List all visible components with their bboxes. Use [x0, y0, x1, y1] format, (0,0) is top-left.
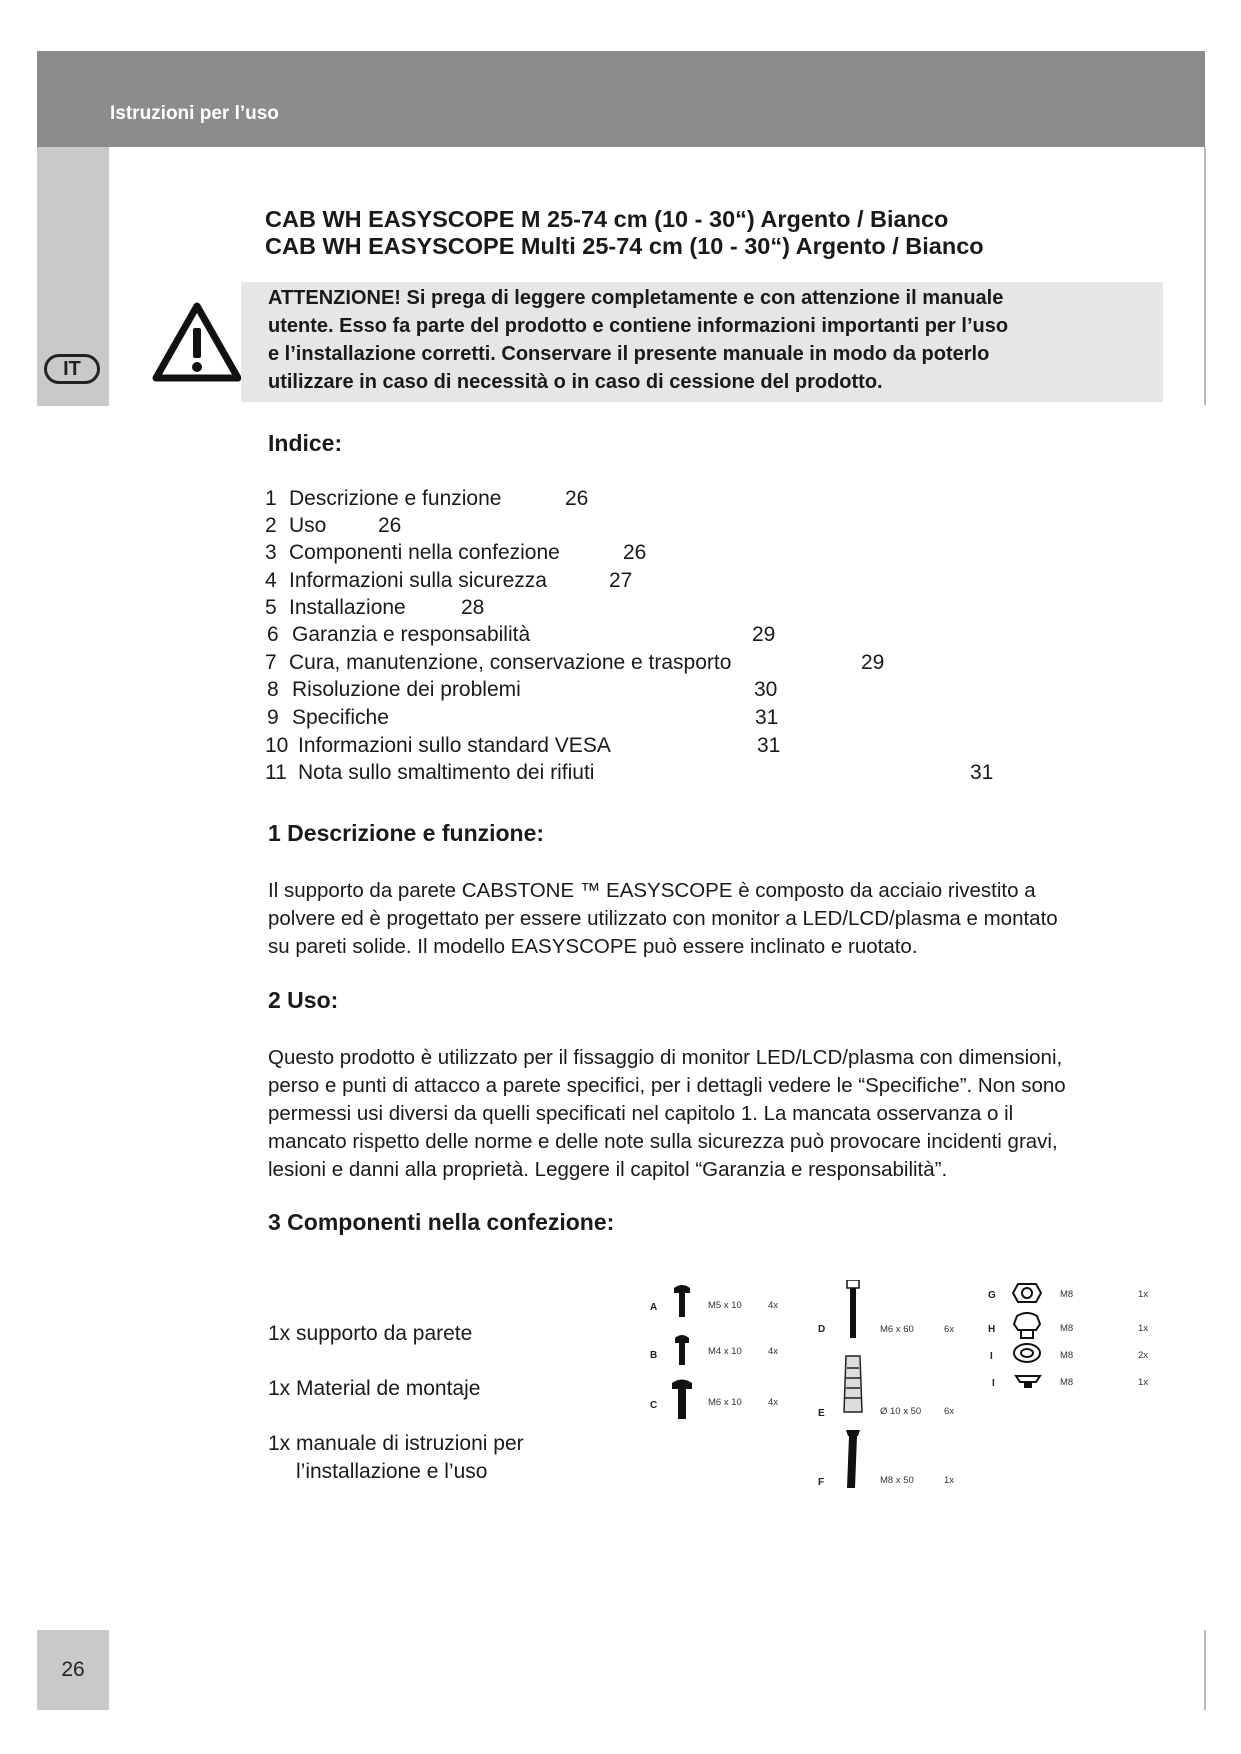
- cap-nut-icon: [1012, 1312, 1042, 1340]
- paragraph-line: Questo prodotto è utilizzato per il fissaggio di monitor LED/LCD/plasma con dimensioni,: [268, 1046, 1063, 1069]
- part-id: H: [988, 1324, 996, 1335]
- part-spec: M8: [1060, 1323, 1074, 1334]
- part-spec: M6 x 60: [880, 1324, 914, 1335]
- hardware-parts-diagram: [640, 1280, 1180, 1520]
- part-spec: M6 x 10: [708, 1397, 742, 1408]
- part-spec: M5 x 10: [708, 1300, 742, 1311]
- part-qty: 1x: [1138, 1289, 1149, 1300]
- toc-label: Risoluzione dei problemi: [292, 678, 521, 701]
- section-2-text: [268, 1044, 1148, 1184]
- header-bar: [37, 51, 1205, 147]
- toc-label: Componenti nella confezione: [289, 541, 560, 564]
- part-id: F: [818, 1477, 825, 1488]
- component-item: 1x manuale di istruzioni per: [268, 1432, 524, 1455]
- part-qty: 6x: [944, 1406, 955, 1417]
- warning-triangle-icon: [150, 300, 244, 384]
- product-title-line: CAB WH EASYSCOPE Multi 25-74 cm (10 - 30“) Argento / Bianco: [265, 233, 984, 259]
- toc-page: 28: [461, 596, 485, 619]
- part-spec: Ø 10 x 50: [880, 1406, 922, 1417]
- washer-icon: [1012, 1342, 1042, 1364]
- part-id: C: [650, 1400, 658, 1411]
- warning-line: ATTENZIONE! Si prega di leggere completamente e con attenzione il manuale: [268, 287, 1004, 309]
- part-qty: 1x: [1138, 1377, 1149, 1388]
- part-spec: M4 x 10: [708, 1346, 742, 1357]
- part-id: B: [650, 1350, 658, 1361]
- part-qty: 2x: [1138, 1350, 1149, 1361]
- toc-number: 1: [265, 487, 277, 510]
- header-title: Istruzioni per l’uso: [110, 103, 279, 124]
- toc-page: 29: [752, 623, 776, 646]
- section-2-heading: 2 Uso:: [268, 987, 339, 1013]
- toc-number: 8: [267, 678, 279, 701]
- index-heading: Indice:: [268, 430, 343, 456]
- paragraph-line: mancato rispetto delle norme e delle note sulla sicurezza può provocare incidenti gravi,: [268, 1130, 1058, 1153]
- toc-page: 26: [378, 514, 402, 537]
- toc-label: Cura, manutenzione, conservazione e trasporto: [289, 651, 732, 674]
- part-spec: M8: [1060, 1350, 1074, 1361]
- part-id: A: [650, 1302, 658, 1313]
- toc-page: 29: [861, 651, 885, 674]
- product-title: [265, 206, 984, 260]
- section-3-heading: 3 Componenti nella confezione:: [268, 1209, 615, 1235]
- toc-label: Uso: [289, 514, 327, 537]
- hex-nut-icon: [1012, 1282, 1042, 1304]
- part-qty: 4x: [768, 1346, 779, 1357]
- toc-number: 4: [265, 569, 277, 592]
- part-qty: 4x: [768, 1397, 779, 1408]
- right-rule: [1204, 147, 1206, 405]
- toc-number: 10: [265, 734, 289, 757]
- part-qty: 1x: [944, 1475, 955, 1486]
- part-id: G: [988, 1290, 996, 1301]
- warning-line: utente. Esso fa parte del prodotto e contiene informazioni importanti per l’uso: [268, 315, 1009, 337]
- part-spec: M8: [1060, 1377, 1074, 1388]
- page-number: 26: [37, 1630, 109, 1710]
- toc-number: 7: [265, 651, 277, 674]
- toc-number: 6: [267, 623, 279, 646]
- toc-label: Nota sullo smaltimento dei rifiuti: [298, 761, 595, 784]
- lag-screw-icon: [838, 1428, 868, 1490]
- toc-label: Informazioni sulla sicurezza: [289, 569, 547, 592]
- toc-page: 26: [565, 487, 589, 510]
- toc-label: Specifiche: [292, 706, 389, 729]
- toc-page: 31: [755, 706, 779, 729]
- spacer-icon: [1014, 1372, 1042, 1390]
- part-id: E: [818, 1408, 825, 1419]
- short-screw-icon: [673, 1334, 691, 1366]
- paragraph-line: polvere ed è progettato per essere utilizzato con monitor a LED/LCD/plasma e montato: [268, 907, 1058, 930]
- toc-label: Informazioni sullo standard VESA: [298, 734, 611, 757]
- toc-number: 5: [265, 596, 277, 619]
- toc-page: 31: [757, 734, 781, 757]
- language-badge: IT: [44, 354, 100, 384]
- paragraph-line: su pareti solide. Il modello EASYSCOPE può essere inclinato e ruotato.: [268, 935, 918, 958]
- warning-text: [268, 284, 1148, 396]
- component-item: 1x supporto da parete: [268, 1322, 473, 1345]
- toc-number: 9: [267, 706, 279, 729]
- short-screw-icon: [672, 1284, 692, 1318]
- right-rule: [1204, 1630, 1206, 1710]
- toc-number: 2: [265, 514, 277, 537]
- part-id: D: [818, 1324, 826, 1335]
- warning-line: utilizzare in caso di necessità o in caso di cessione del prodotto.: [268, 371, 883, 393]
- toc-number: 11: [265, 761, 287, 784]
- part-id: I: [992, 1378, 995, 1389]
- part-qty: 4x: [768, 1300, 779, 1311]
- short-screw-icon: [670, 1378, 694, 1420]
- component-item: 1x Material de montaje: [268, 1377, 481, 1400]
- paragraph-line: Il supporto da parete CABSTONE ™ EASYSCOPE è composto da acciaio rivestito a: [268, 879, 1036, 902]
- toc-label: Garanzia e responsabilità: [292, 623, 531, 646]
- toc-page: 26: [623, 541, 647, 564]
- product-title-line: CAB WH EASYSCOPE M 25-74 cm (10 - 30“) Argento / Bianco: [265, 206, 949, 232]
- part-id: I: [990, 1351, 993, 1362]
- part-qty: 1x: [1138, 1323, 1149, 1334]
- component-item: l’installazione e l’uso: [296, 1460, 488, 1483]
- section-1-text: [268, 877, 1148, 961]
- warning-line: e l’installazione corretti. Conservare il presente manuale in modo da poterlo: [268, 343, 990, 365]
- wall-anchor-icon: [840, 1352, 866, 1416]
- part-spec: M8 x 50: [880, 1475, 914, 1486]
- toc-page: 30: [754, 678, 778, 701]
- toc-page: 31: [970, 761, 994, 784]
- long-bolt-icon: [846, 1280, 860, 1340]
- paragraph-line: perso e punti di attacco a parete specifici, per i dettagli vedere le “Specifiche”. Non sono: [268, 1074, 1066, 1097]
- paragraph-line: lesioni e danni alla proprietà. Leggere il capitol “Garanzia e responsabilità”.: [268, 1158, 948, 1181]
- toc-number: 3: [265, 541, 277, 564]
- part-qty: 6x: [944, 1324, 955, 1335]
- toc-label: Descrizione e funzione: [289, 487, 502, 510]
- section-1-heading: 1 Descrizione e funzione:: [268, 820, 545, 846]
- paragraph-line: permessi usi diversi da quelli specificati nel capitolo 1. La mancata osservanza o il: [268, 1102, 1014, 1125]
- toc-label: Installazione: [289, 596, 406, 619]
- toc-page: 27: [609, 569, 633, 592]
- part-spec: M8: [1060, 1289, 1074, 1300]
